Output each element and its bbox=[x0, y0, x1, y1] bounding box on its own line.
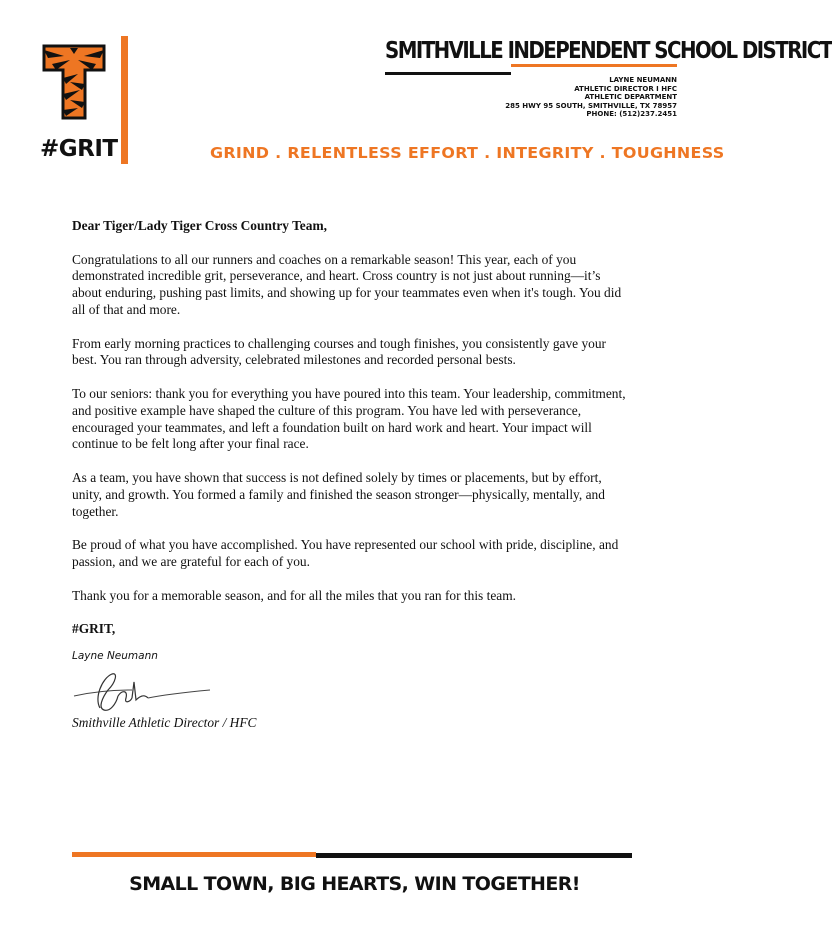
contact-address: 285 HWY 95 SOUTH, SMITHVILLE, TX 78957 bbox=[505, 101, 677, 110]
paragraph: Be proud of what you have accomplished. You have represented our school with pride, discipline, and passion, and we are grateful for each of you. bbox=[72, 537, 619, 569]
district-underline-black bbox=[385, 72, 511, 75]
salutation: Dear Tiger/Lady Tiger Cross Country Team, bbox=[72, 218, 327, 233]
footer-rule-black bbox=[316, 853, 632, 858]
district-name: SMITHVILLE INDEPENDENT SCHOOL DISTRICT bbox=[385, 38, 832, 64]
paragraph: To our seniors: thank you for everything you have poured into this team. Your leadership, commitment, and positive example have shaped the culture of this program. You have led with perseverance, encouraged your teammates, and left a foundation built on hard work and heart. Your impact will continue to be felt long after your final race. bbox=[72, 385, 626, 452]
grit-tag: #GRIT bbox=[40, 136, 118, 162]
contact-name: LAYNE NEUMANN bbox=[609, 76, 677, 84]
signer-name: Layne Neumann bbox=[72, 650, 158, 662]
letter-body bbox=[72, 218, 632, 655]
paragraph: Thank you for a memorable season, and for all the miles that you ran for this team. bbox=[72, 587, 516, 603]
tiger-t-logo bbox=[42, 44, 106, 120]
footer-slogan: SMALL TOWN, BIG HEARTS, WIN TOGETHER! bbox=[129, 873, 580, 895]
header-divider bbox=[121, 36, 128, 164]
signer-title: Smithville Athletic Director / HFC bbox=[72, 715, 257, 730]
paragraph: From early morning practices to challenging courses and tough finishes, you consistently gave your best. You ran through adversity, celebrated milestones and recorded personal bests. bbox=[72, 335, 607, 368]
contact-role: ATHLETIC DIRECTOR I HFC bbox=[574, 84, 677, 93]
motto: GRIND . RELENTLESS EFFORT . INTEGRITY . TOUGHNESS bbox=[210, 144, 725, 162]
district-underline-orange bbox=[511, 64, 677, 67]
paragraph: As a team, you have shown that success is not defined solely by times or placements, but by effort, unity, and growth. You formed a family and finished the season stronger—physically, mentally, and together. bbox=[72, 469, 605, 519]
signature-image bbox=[72, 668, 212, 714]
contact-phone: PHONE: (512)237.2451 bbox=[586, 110, 677, 118]
contact-block bbox=[505, 76, 677, 119]
paragraph: Congratulations to all our runners and coaches on a remarkable season! This year, each of you demonstrated incredible grit, perseverance, and heart. Cross country is not just about running—it’s about enduring, pushing past limits, and showing up for your teammates even when it's tough. You did all of that and more. bbox=[72, 251, 622, 317]
contact-department: ATHLETIC DEPARTMENT bbox=[584, 93, 677, 101]
footer-rule-orange bbox=[72, 852, 316, 857]
closing: #GRIT, bbox=[72, 621, 116, 637]
